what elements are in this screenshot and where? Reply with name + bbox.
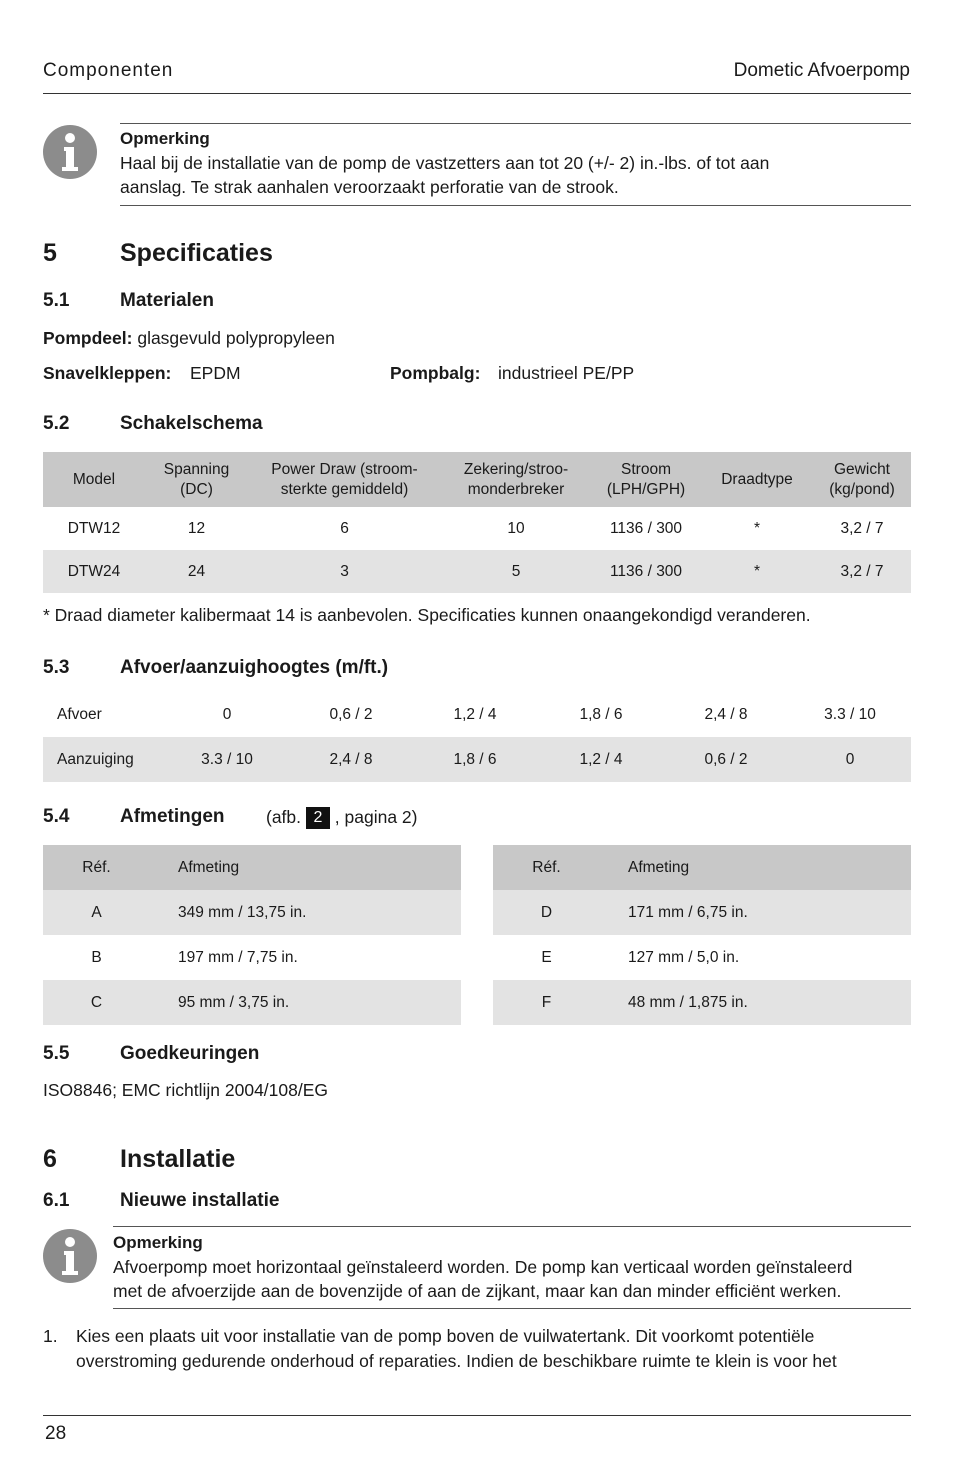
table-cell: 48 mm / 1,875 in.: [600, 980, 911, 1025]
section-number: 5: [43, 239, 57, 267]
spec-table: [43, 452, 911, 593]
col-header: Zekering/stroo- monderbreker: [441, 452, 591, 507]
table-cell: 0: [222, 705, 232, 723]
table-cell: 0,6 / 2: [329, 705, 373, 723]
table-cell: 1,2 / 4: [539, 737, 663, 782]
section-heading: [43, 1145, 443, 1175]
note-text-line: Haal bij de installatie van de pomp de vastzetters aan tot 20 (+/- 2) in.-lbs. of tot aan: [120, 153, 770, 173]
subsection-number: 5.1: [43, 290, 70, 311]
header-divider: [43, 93, 911, 94]
note-title: Opmerking: [120, 129, 210, 148]
subsection-heading: [43, 1043, 443, 1067]
table-cell: 1136 / 300: [609, 519, 683, 537]
table-cell: 1,8 / 6: [411, 737, 539, 782]
table-cell: 171 mm / 6,75 in.: [600, 890, 911, 935]
material-snavel: [43, 363, 171, 384]
table-header-row: [43, 845, 461, 890]
row-label: Aanzuiging: [43, 737, 163, 782]
table-cell: 2,4 / 8: [291, 737, 411, 782]
col-header: Afmeting: [600, 845, 911, 890]
table-cell: 1,2 / 4: [453, 705, 497, 723]
material-value: glasgevuld polypropyleen: [132, 328, 335, 348]
table-header-row: [43, 452, 911, 507]
info-icon: [43, 1229, 97, 1283]
info-icon: [43, 125, 97, 179]
col-header: Spanning (DC): [145, 452, 248, 507]
figure-ref-suffix: , pagina 2): [334, 807, 418, 827]
subsection-heading: [43, 1190, 443, 1214]
table-cell: 2,4 / 8: [704, 705, 748, 723]
subsection-number: 6.1: [43, 1190, 70, 1211]
note-title: Opmerking: [113, 1233, 203, 1252]
table-row: [43, 890, 461, 935]
material-label: Pompbalg:: [390, 363, 481, 383]
subsection-number: 5.5: [43, 1043, 70, 1064]
note-rule-top: [113, 1226, 911, 1227]
footer-divider: [43, 1415, 911, 1416]
note-text-line: met de afvoerzijde aan de bovenzijde of aan de zijkant, maar kan dan minder efficiënt werken.: [113, 1281, 842, 1301]
table-row: [493, 890, 911, 935]
material-value: industrieel PE/PP: [498, 363, 635, 383]
material-label: Pompdeel:: [43, 328, 133, 348]
table-cell: *: [701, 550, 813, 593]
table-cell: F: [493, 980, 600, 1025]
table-cell: 0: [789, 737, 911, 782]
list-number: 1.: [43, 1326, 58, 1346]
col-header: Stroom (LPH/GPH): [591, 452, 701, 507]
section-header: Componenten: [43, 60, 174, 81]
subsection-heading: [43, 657, 543, 681]
material-pompdeel: [43, 328, 335, 349]
dimensions-table-left: [43, 845, 461, 1025]
product-header: Dometic Afvoerpomp: [733, 60, 910, 81]
table-cell: 127 mm / 5,0 in.: [628, 948, 740, 966]
table-cell: 24: [145, 550, 248, 593]
table-cell: E: [541, 948, 552, 966]
figure-ref-prefix: (afb.: [266, 807, 302, 827]
table-cell: DTW12: [67, 519, 121, 537]
col-header: Afmeting: [150, 845, 461, 890]
table-row: [43, 692, 911, 737]
section-heading: [43, 239, 443, 269]
table-row: [43, 507, 911, 550]
material-value: EPDM: [190, 363, 241, 383]
section-number: 6: [43, 1145, 57, 1173]
table-cell: DTW24: [43, 550, 145, 593]
list-item-line: Kies een plaats uit voor installatie van de pomp boven de vuilwatertank. Dit voorkomt potentiële: [76, 1326, 815, 1346]
material-pompbalg: [390, 363, 480, 384]
table-cell: 1,8 / 6: [579, 705, 623, 723]
section-title: Installatie: [120, 1145, 236, 1173]
note-text-line: Afvoerpomp moet horizontaal geïnstaleerd worden. De pomp kan verticaal worden geïnstaleerd: [113, 1257, 853, 1277]
material-label: Snavelkleppen:: [43, 363, 172, 383]
subsection-number: 5.3: [43, 657, 70, 678]
table-row: [493, 980, 911, 1025]
approvals-text: ISO8846; EMC richtlijn 2004/108/EG: [43, 1080, 329, 1100]
table-cell: 349 mm / 13,75 in.: [150, 890, 461, 935]
table-cell: 3,2 / 7: [813, 550, 911, 593]
figure-reference: [266, 807, 417, 829]
list-item-line: overstroming gedurende onderhoud of reparaties. Indien de beschikbare ruimte te klein is voor het: [76, 1351, 837, 1371]
col-header: Réf.: [43, 845, 150, 890]
figure-number-badge: 2: [306, 807, 330, 829]
note-rule-top: [120, 123, 911, 124]
subsection-number: 5.4: [43, 806, 70, 827]
table-cell: B: [91, 948, 102, 966]
note-text-line: aanslag. Te strak aanhalen veroorzaakt perforatie van de strook.: [120, 177, 619, 197]
col-header: Réf.: [493, 845, 600, 890]
height-table: [43, 692, 911, 782]
col-header: Draadtype: [701, 452, 813, 507]
subsection-number: 5.2: [43, 413, 70, 434]
subsection-title: Materialen: [120, 290, 214, 311]
col-header: Power Draw (stroom- sterkte gemiddeld): [248, 452, 441, 507]
table-cell: 95 mm / 3,75 in.: [150, 980, 461, 1025]
table-cell: A: [43, 890, 150, 935]
table-cell: *: [753, 519, 761, 537]
table-cell: 6: [340, 519, 349, 537]
table-cell: 10: [507, 519, 525, 537]
col-header: Model: [43, 452, 145, 507]
table-row: [493, 935, 911, 980]
note-rule-bottom: [120, 205, 911, 206]
table-cell: 3.3 / 10: [824, 705, 876, 723]
table-cell: D: [493, 890, 600, 935]
subsection-title: Schakelschema: [120, 413, 263, 434]
note-rule-bottom: [113, 1308, 911, 1309]
table-header-row: [493, 845, 911, 890]
table-cell: 12: [187, 519, 206, 537]
subsection-title: Afvoer/aanzuighoogtes (m/ft.): [120, 657, 389, 678]
dimensions-table-right: [493, 845, 911, 1025]
row-label: Afvoer: [57, 705, 102, 723]
table-cell: C: [43, 980, 150, 1025]
subsection-heading: [43, 806, 243, 830]
table-cell: 3: [248, 550, 441, 593]
subsection-title: Nieuwe installatie: [120, 1190, 280, 1211]
col-header: Gewicht (kg/pond): [813, 452, 911, 507]
subsection-title: Goedkeuringen: [120, 1043, 260, 1064]
subsection-heading: [43, 413, 443, 437]
table-row: [43, 935, 461, 980]
table-cell: 0,6 / 2: [663, 737, 789, 782]
table-cell: 5: [441, 550, 591, 593]
table-cell: 3.3 / 10: [163, 737, 291, 782]
table-row: [43, 737, 911, 782]
table-cell: 3,2 / 7: [840, 519, 884, 537]
subsection-title: Afmetingen: [120, 806, 225, 827]
table-row: [43, 550, 911, 593]
table-cell: 1136 / 300: [591, 550, 701, 593]
table-footnote: * Draad diameter kalibermaat 14 is aanbevolen. Specificaties kunnen onaangekondigd veranderen.: [43, 605, 811, 625]
table-cell: 197 mm / 7,75 in.: [178, 948, 298, 966]
subsection-heading: [43, 290, 443, 314]
section-title: Specificaties: [120, 239, 273, 267]
page-number: 28: [45, 1423, 67, 1444]
table-row: [43, 980, 461, 1025]
